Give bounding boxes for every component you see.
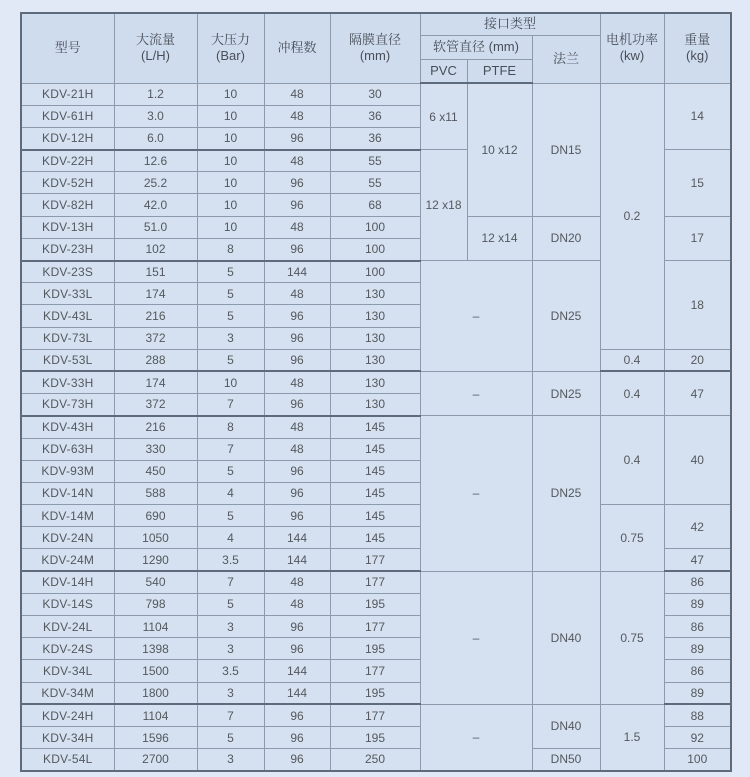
strokes-cell: 48 — [264, 150, 330, 172]
diaphragm-cell: 36 — [330, 127, 420, 149]
motor-cell: 0.75 — [600, 571, 664, 704]
flow-cell: 450 — [114, 460, 197, 482]
table-row — [21, 704, 731, 726]
flow-cell: 2700 — [114, 749, 197, 771]
pressure-cell: 10 — [197, 172, 264, 194]
header-line: (kw) — [619, 48, 645, 64]
strokes-cell: 144 — [264, 682, 330, 704]
table-header — [21, 13, 731, 83]
weight-cell: 86 — [664, 660, 731, 682]
motor-cell: 0.4 — [600, 371, 664, 415]
diaphragm-cell: 250 — [330, 749, 420, 771]
strokes-cell: 48 — [264, 371, 330, 393]
model-cell: KDV-23H — [21, 238, 114, 260]
flow-cell: 1398 — [114, 638, 197, 660]
strokes-cell: 96 — [264, 482, 330, 504]
flow-cell: 1050 — [114, 527, 197, 549]
strokes-cell: 144 — [264, 660, 330, 682]
model-cell: KDV-21H — [21, 83, 114, 105]
weight-cell: 14 — [664, 83, 731, 150]
model-cell: KDV-63H — [21, 438, 114, 460]
strokes-cell: 48 — [264, 416, 330, 438]
col-header-diaphragm — [330, 13, 420, 83]
col-header-pressure — [197, 13, 264, 83]
strokes-cell: 96 — [264, 616, 330, 638]
diaphragm-cell: 68 — [330, 194, 420, 216]
pressure-cell: 3.5 — [197, 549, 264, 571]
pressure-cell: 8 — [197, 416, 264, 438]
table-row — [21, 83, 731, 105]
pressure-cell: 10 — [197, 194, 264, 216]
weight-cell: 18 — [664, 261, 731, 350]
diaphragm-cell: 177 — [330, 704, 420, 726]
model-cell: KDV-34L — [21, 660, 114, 682]
motor-cell: 0.75 — [600, 505, 664, 572]
flange-cell: DN25 — [532, 371, 600, 415]
flange-cell: DN25 — [532, 416, 600, 571]
table-row — [21, 505, 731, 527]
header-line: (Bar) — [216, 48, 245, 64]
flow-cell: 216 — [114, 305, 197, 327]
model-cell: KDV-34M — [21, 682, 114, 704]
pressure-cell: 3 — [197, 749, 264, 771]
diaphragm-cell: 100 — [330, 216, 420, 238]
col-header-model: 型号 — [21, 13, 114, 83]
pressure-cell: 4 — [197, 482, 264, 504]
model-cell: KDV-14M — [21, 505, 114, 527]
pressure-cell: 7 — [197, 704, 264, 726]
model-cell: KDV-24L — [21, 616, 114, 638]
pressure-cell: 8 — [197, 238, 264, 260]
pressure-cell: 7 — [197, 571, 264, 593]
motor-cell: 0.4 — [600, 416, 664, 505]
flow-cell: 288 — [114, 349, 197, 371]
header-line: (kg) — [686, 48, 709, 64]
pressure-cell: 10 — [197, 105, 264, 127]
header-row-1 — [21, 13, 731, 35]
pressure-cell: 5 — [197, 283, 264, 305]
model-cell: KDV-33H — [21, 371, 114, 393]
header-line: 大压力 — [210, 32, 250, 47]
diaphragm-cell: 195 — [330, 593, 420, 615]
model-cell: KDV-61H — [21, 105, 114, 127]
strokes-cell: 96 — [264, 460, 330, 482]
pressure-cell: 7 — [197, 438, 264, 460]
strokes-cell: 96 — [264, 749, 330, 771]
flow-cell: 174 — [114, 283, 197, 305]
flow-cell: 372 — [114, 327, 197, 349]
strokes-cell: 48 — [264, 571, 330, 593]
model-cell: KDV-43H — [21, 416, 114, 438]
weight-cell: 89 — [664, 682, 731, 704]
flow-cell: 25.2 — [114, 172, 197, 194]
flange-cell: DN40 — [532, 704, 600, 748]
strokes-cell: 96 — [264, 726, 330, 748]
col-header-weight — [664, 13, 731, 83]
header-line: (L/H) — [141, 48, 170, 64]
motor-cell: 1.5 — [600, 704, 664, 771]
col-header-flange: 法兰 — [532, 35, 600, 83]
weight-cell: 86 — [664, 616, 731, 638]
pvc-cell: 12 x18 — [420, 150, 467, 261]
flow-cell: 540 — [114, 571, 197, 593]
weight-cell: 40 — [664, 416, 731, 505]
weight-cell: 15 — [664, 150, 731, 217]
strokes-cell: 48 — [264, 83, 330, 105]
flow-cell: 798 — [114, 593, 197, 615]
pressure-cell: 10 — [197, 83, 264, 105]
strokes-cell: 48 — [264, 593, 330, 615]
pressure-cell: 4 — [197, 527, 264, 549]
diaphragm-cell: 177 — [330, 549, 420, 571]
header-line: 电机功率 — [605, 32, 658, 47]
pressure-cell: 10 — [197, 150, 264, 172]
diaphragm-cell: 145 — [330, 482, 420, 504]
pvc-cell: 6 x11 — [420, 83, 467, 150]
header-line: 重量 — [684, 32, 711, 47]
diaphragm-cell: 145 — [330, 460, 420, 482]
diaphragm-cell: 55 — [330, 150, 420, 172]
strokes-cell: 144 — [264, 261, 330, 283]
strokes-cell: 96 — [264, 238, 330, 260]
model-cell: KDV-73L — [21, 327, 114, 349]
pressure-cell: 10 — [197, 216, 264, 238]
strokes-cell: 96 — [264, 127, 330, 149]
pressure-cell: 7 — [197, 394, 264, 416]
diaphragm-cell: 195 — [330, 638, 420, 660]
model-cell: KDV-24M — [21, 549, 114, 571]
flange-cell: DN25 — [532, 261, 600, 372]
table-row — [21, 571, 731, 593]
strokes-cell: 96 — [264, 349, 330, 371]
weight-cell: 88 — [664, 704, 731, 726]
header-line: (mm) — [359, 48, 391, 64]
strokes-cell: 48 — [264, 216, 330, 238]
diaphragm-cell: 130 — [330, 394, 420, 416]
flange-cell: DN15 — [532, 83, 600, 216]
col-header-ptfe: PTFE — [467, 59, 532, 83]
diaphragm-cell: 30 — [330, 83, 420, 105]
header-line: 隔膜直径 — [348, 32, 401, 47]
strokes-cell: 144 — [264, 527, 330, 549]
hose-merged-cell: – — [420, 416, 532, 571]
pressure-cell: 3 — [197, 638, 264, 660]
diaphragm-cell: 177 — [330, 660, 420, 682]
flow-cell: 588 — [114, 482, 197, 504]
model-cell: KDV-24N — [21, 527, 114, 549]
flange-cell: DN50 — [532, 749, 600, 771]
strokes-cell: 48 — [264, 438, 330, 460]
hose-merged-cell: – — [420, 571, 532, 704]
flow-cell: 3.0 — [114, 105, 197, 127]
flow-cell: 690 — [114, 505, 197, 527]
weight-cell: 20 — [664, 349, 731, 371]
diaphragm-cell: 195 — [330, 726, 420, 748]
diaphragm-cell: 145 — [330, 416, 420, 438]
diaphragm-cell: 195 — [330, 682, 420, 704]
ptfe-cell: 12 x14 — [467, 216, 532, 260]
weight-cell: 17 — [664, 216, 731, 260]
flange-cell: DN20 — [532, 216, 600, 260]
model-cell: KDV-12H — [21, 127, 114, 149]
flow-cell: 1800 — [114, 682, 197, 704]
strokes-cell: 48 — [264, 105, 330, 127]
flow-cell: 216 — [114, 416, 197, 438]
weight-cell: 47 — [664, 371, 731, 415]
pressure-cell: 5 — [197, 460, 264, 482]
weight-cell: 89 — [664, 638, 731, 660]
model-cell: KDV-93M — [21, 460, 114, 482]
pressure-cell: 5 — [197, 349, 264, 371]
diaphragm-cell: 177 — [330, 616, 420, 638]
model-cell: KDV-73H — [21, 394, 114, 416]
strokes-cell: 96 — [264, 394, 330, 416]
diaphragm-cell: 100 — [330, 238, 420, 260]
flow-cell: 1596 — [114, 726, 197, 748]
strokes-cell: 96 — [264, 194, 330, 216]
flow-cell: 1500 — [114, 660, 197, 682]
strokes-cell: 96 — [264, 704, 330, 726]
model-cell: KDV-82H — [21, 194, 114, 216]
model-cell: KDV-33L — [21, 283, 114, 305]
flow-cell: 6.0 — [114, 127, 197, 149]
pressure-cell: 5 — [197, 593, 264, 615]
flow-cell: 42.0 — [114, 194, 197, 216]
pressure-cell: 10 — [197, 371, 264, 393]
model-cell: KDV-14H — [21, 571, 114, 593]
model-cell: KDV-14N — [21, 482, 114, 504]
strokes-cell: 96 — [264, 172, 330, 194]
hose-merged-cell: – — [420, 261, 532, 372]
table-row — [21, 416, 731, 438]
strokes-cell: 48 — [264, 283, 330, 305]
model-cell: KDV-34H — [21, 726, 114, 748]
flow-cell: 1104 — [114, 704, 197, 726]
diaphragm-cell: 177 — [330, 571, 420, 593]
pressure-cell: 3 — [197, 682, 264, 704]
flange-cell: DN40 — [532, 571, 600, 704]
pressure-cell: 3 — [197, 327, 264, 349]
model-cell: KDV-23S — [21, 261, 114, 283]
pressure-cell: 3 — [197, 616, 264, 638]
table-body — [21, 83, 731, 771]
col-header-pvc: PVC — [420, 59, 467, 83]
weight-cell: 89 — [664, 593, 731, 615]
diaphragm-cell: 130 — [330, 371, 420, 393]
diaphragm-cell: 36 — [330, 105, 420, 127]
diaphragm-cell: 145 — [330, 505, 420, 527]
col-header-strokes: 冲程数 — [264, 13, 330, 83]
diaphragm-cell: 100 — [330, 261, 420, 283]
pressure-cell: 10 — [197, 127, 264, 149]
flow-cell: 12.6 — [114, 150, 197, 172]
col-header-interface-type: 接口类型 — [420, 13, 600, 35]
diaphragm-cell: 130 — [330, 349, 420, 371]
strokes-cell: 144 — [264, 549, 330, 571]
weight-cell: 86 — [664, 571, 731, 593]
flow-cell: 51.0 — [114, 216, 197, 238]
flow-cell: 1.2 — [114, 83, 197, 105]
ptfe-cell: 10 x12 — [467, 83, 532, 216]
model-cell: KDV-24S — [21, 638, 114, 660]
weight-cell: 100 — [664, 749, 731, 771]
model-cell: KDV-52H — [21, 172, 114, 194]
strokes-cell: 96 — [264, 327, 330, 349]
model-cell: KDV-13H — [21, 216, 114, 238]
motor-cell: 0.2 — [600, 83, 664, 349]
pressure-cell: 5 — [197, 505, 264, 527]
pump-spec-sheet — [20, 12, 732, 772]
flow-cell: 102 — [114, 238, 197, 260]
flow-cell: 330 — [114, 438, 197, 460]
flow-cell: 372 — [114, 394, 197, 416]
model-cell: KDV-24H — [21, 704, 114, 726]
diaphragm-cell: 130 — [330, 305, 420, 327]
diaphragm-cell: 130 — [330, 327, 420, 349]
flow-cell: 151 — [114, 261, 197, 283]
model-cell: KDV-53L — [21, 349, 114, 371]
motor-cell: 0.4 — [600, 349, 664, 371]
weight-cell: 47 — [664, 549, 731, 571]
diaphragm-cell: 130 — [330, 283, 420, 305]
table-row — [21, 349, 731, 371]
model-cell: KDV-43L — [21, 305, 114, 327]
pressure-cell: 3.5 — [197, 660, 264, 682]
strokes-cell: 96 — [264, 638, 330, 660]
hose-merged-cell: – — [420, 371, 532, 415]
model-cell: KDV-22H — [21, 150, 114, 172]
flow-cell: 174 — [114, 371, 197, 393]
table-row — [21, 371, 731, 393]
model-cell: KDV-14S — [21, 593, 114, 615]
weight-cell: 42 — [664, 505, 731, 549]
hose-merged-cell: – — [420, 704, 532, 771]
weight-cell: 92 — [664, 726, 731, 748]
flow-cell: 1290 — [114, 549, 197, 571]
diaphragm-cell: 145 — [330, 438, 420, 460]
pressure-cell: 5 — [197, 726, 264, 748]
header-line: 大流量 — [135, 32, 175, 47]
diaphragm-cell: 145 — [330, 527, 420, 549]
model-cell: KDV-54L — [21, 749, 114, 771]
col-header-flow — [114, 13, 197, 83]
strokes-cell: 96 — [264, 305, 330, 327]
diaphragm-cell: 55 — [330, 172, 420, 194]
pressure-cell: 5 — [197, 305, 264, 327]
pressure-cell: 5 — [197, 261, 264, 283]
col-header-hose-diameter: 软管直径 (mm) — [420, 35, 532, 59]
strokes-cell: 96 — [264, 505, 330, 527]
spec-table — [20, 12, 732, 772]
flow-cell: 1104 — [114, 616, 197, 638]
col-header-motor-power — [600, 13, 664, 83]
